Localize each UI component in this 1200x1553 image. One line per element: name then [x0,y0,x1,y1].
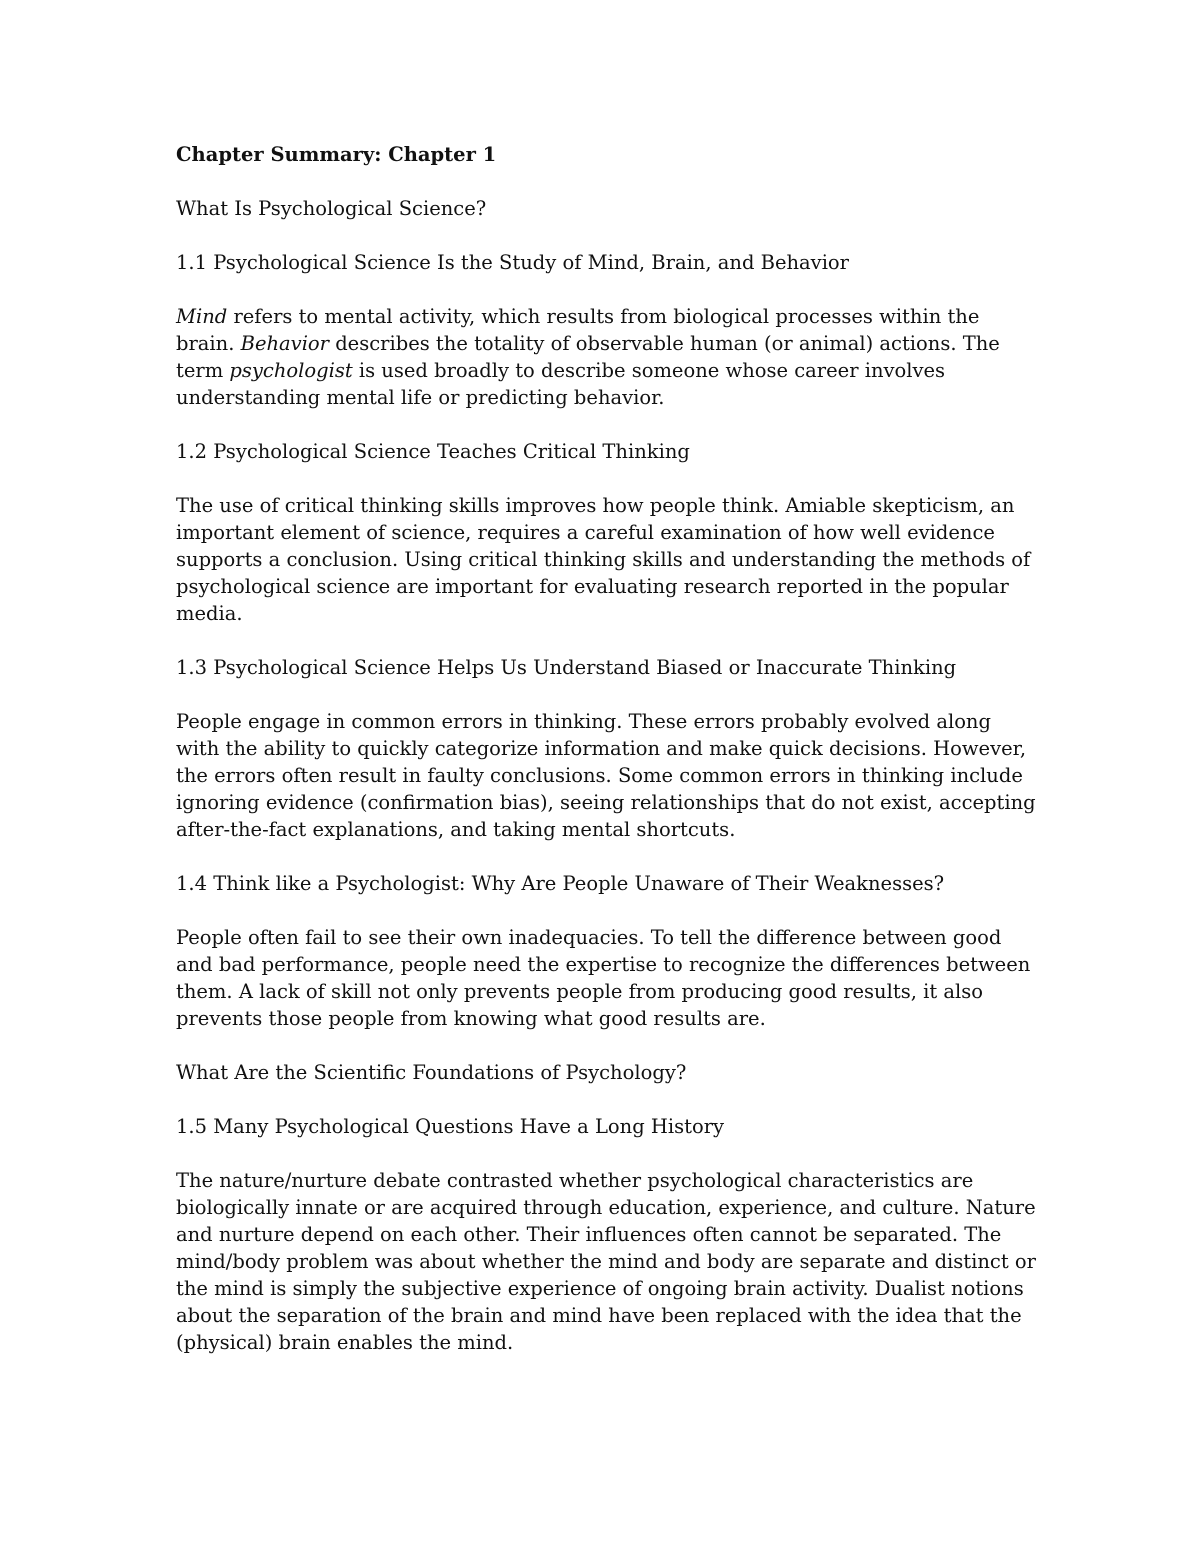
document-page [176,141,1036,1383]
document-title: Chapter Summary: Chapter 1 [176,143,497,166]
body-text-1-1-part-3: is used broadly to describe someone whose career involves understanding mental life or predicting behavior. [176,359,946,409]
subsection-body-1-4: People often fail to see their own inadequacies. To tell the difference between good and bad performance, people need the expertise to recognize the differences between them. A lack of skill not only prevents people from producing good results, it also prevents those people from knowing what good results are. [176,926,1031,1030]
subsection-heading-1-5: 1.5 Many Psychological Questions Have a Long History [176,1115,725,1138]
subsection-body-1-1 [176,303,1036,411]
subsection-body-1-2: The use of critical thinking skills improves how people think. Amiable skepticism, an important element of science, requires a careful examination of how well evidence supports a conclusion. Using critical thinking skills and understanding the methods of psychological science are important for evaluating research reported in the popular media. [176,494,1031,625]
term-behavior: Behavior [240,332,329,355]
subsection-body-1-5: The nature/nurture debate contrasted whether psychological characteristics are biologically innate or are acquired through education, experience, and culture. Nature and nurture depend on each other. Their influences often cannot be separated. The mind/body problem was about whether the mind and body are separate and distinct or the mind is simply the subjective experience of ongoing brain activity. Dualist notions about the separation of the brain and mind have been replaced with the idea that the (physical) brain enables the mind. [176,1169,1036,1354]
subsection-heading-1-1: 1.1 Psychological Science Is the Study of Mind, Brain, and Behavior [176,251,849,274]
subsection-heading-1-2: 1.2 Psychological Science Teaches Critical Thinking [176,440,690,463]
subsection-body-1-3: People engage in common errors in thinking. These errors probably evolved along with the ability to quickly categorize information and make quick decisions. However, the errors often result in faulty conclusions. Some common errors in thinking include ignoring evidence (confirmation bias), seeing relationships that do not exist, accepting after-the-fact explanations, and taking mental shortcuts. [176,710,1036,841]
section-heading-what-is-psych-science: What Is Psychological Science? [176,197,487,220]
body-text-1-1-part-1: refers to mental activity, which results from biological processes within the brain. [176,305,980,355]
term-psychologist: psychologist [229,359,353,382]
section-heading-scientific-foundations: What Are the Scientific Foundations of Psychology? [176,1061,687,1084]
term-mind: Mind [176,305,228,328]
subsection-heading-1-4: 1.4 Think like a Psychologist: Why Are People Unaware of Their Weaknesses? [176,872,945,895]
body-text-1-1-part-2: describes the totality of observable human (or animal) actions. The term [176,332,1000,382]
subsection-heading-1-3: 1.3 Psychological Science Helps Us Understand Biased or Inaccurate Thinking [176,656,957,679]
